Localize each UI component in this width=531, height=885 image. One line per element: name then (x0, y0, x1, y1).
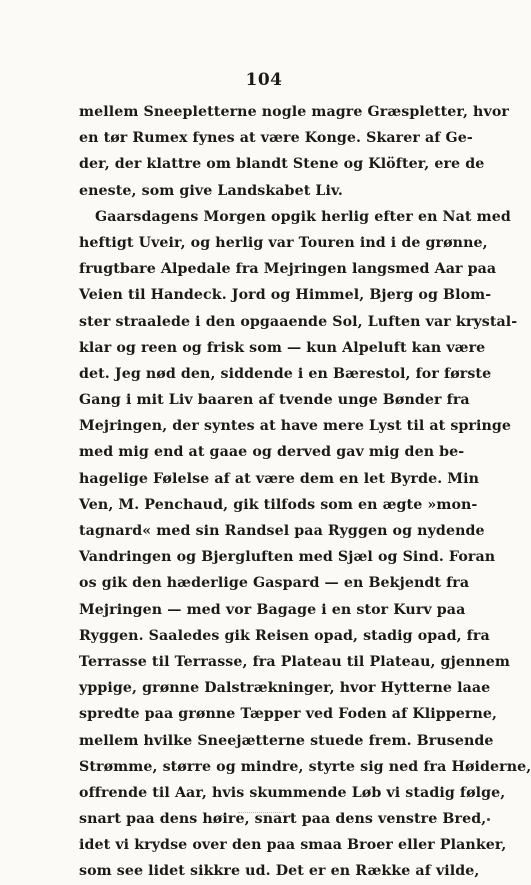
text-line: med mig end at gaae og derved gav mig den be- (79, 444, 465, 461)
text-line: yppige, grønne Dalstrækninger, hvor Hytterne laae (79, 680, 491, 697)
paragraph-1 (79, 99, 509, 204)
text-line: os gik den hæderlige Gaspard — en Bekjendt fra (79, 575, 470, 592)
text-line: Mejringen — med vor Bagage i en stor Kurv paa (79, 601, 466, 618)
text-line: heftigt Uveir, og herlig var Touren ind i de grønne, (79, 234, 488, 251)
text-line: tagnard« med sin Randsel paa Ryggen og nydende (79, 523, 485, 539)
text-line: hagelige Følelse af at være dem en let Byrde. Min (79, 470, 480, 487)
text-line: mellem Sneepletterne nogle magre Græspletter, hvor (79, 104, 509, 120)
text-line: Mejringen, der syntes at have mere Lyst til at springe (79, 418, 512, 435)
text-line: mellem hvilke Sneejætterne stuede frem. Brusende (79, 732, 494, 749)
text-line: idet vi krydse over den paa smaa Broer eller Planker, (79, 837, 507, 854)
page-number: 104 (245, 70, 283, 90)
text-line: frugtbare Alpedale fra Mejringen langsmed Aar paa (79, 261, 497, 278)
text-line: klar og reen og frisk som — kun Alpeluft kan være (79, 339, 486, 356)
text-line: Veien til Handeck. Jord og Himmel, Bjerg og Blom- (79, 287, 492, 304)
body-text (79, 99, 531, 885)
paragraph-2 (79, 204, 531, 885)
text-line: ster straalede i den opgaaende Sol, Luften var krystal- (79, 313, 518, 330)
text-line: Vandringen og Bjergluften med Sjæl og Sind. Foran (79, 549, 496, 566)
text-line: spredte paa grønne Tæpper ved Foden af Klipperne, (79, 706, 498, 723)
text-line: som see lidet sikkre ud. Det er en Række af vilde, (79, 863, 480, 880)
text-line: offrende til Aar, hvis skummende Løb vi stadig følge, (79, 784, 506, 801)
text-line: der, der klattre om blandt Stene og Klöfter, ere de (79, 156, 485, 173)
text-line: Ven, M. Penchaud, gik tilfods som en ægte »mon- (79, 496, 478, 513)
text-line: Strømme, større og mindre, styrte sig ned fra Høiderne, (79, 758, 531, 775)
bottom-print-mark (238, 812, 284, 815)
text-line: en tør Rumex fynes at være Konge. Skarer af Ge- (79, 130, 473, 147)
text-line: Ryggen. Saaledes gik Reisen opad, stadig opad, fra (79, 627, 490, 644)
text-line: det. Jeg nød den, siddende i en Bærestol, for første (79, 365, 492, 382)
text-line: snart paa dens høire, snart paa dens venstre Bred, (79, 811, 487, 828)
text-line: eneste, som give Landskabet Liv. (79, 182, 343, 199)
corner-dot (487, 818, 490, 821)
text-line: Gaarsdagens Morgen opgik herlig efter en Nat med (95, 208, 511, 225)
text-line: Terrasse til Terrasse, fra Plateau til Plateau, gjennem (79, 653, 511, 670)
text-line: Gang i mit Liv baaren af tvende unge Bønder fra (79, 392, 470, 409)
